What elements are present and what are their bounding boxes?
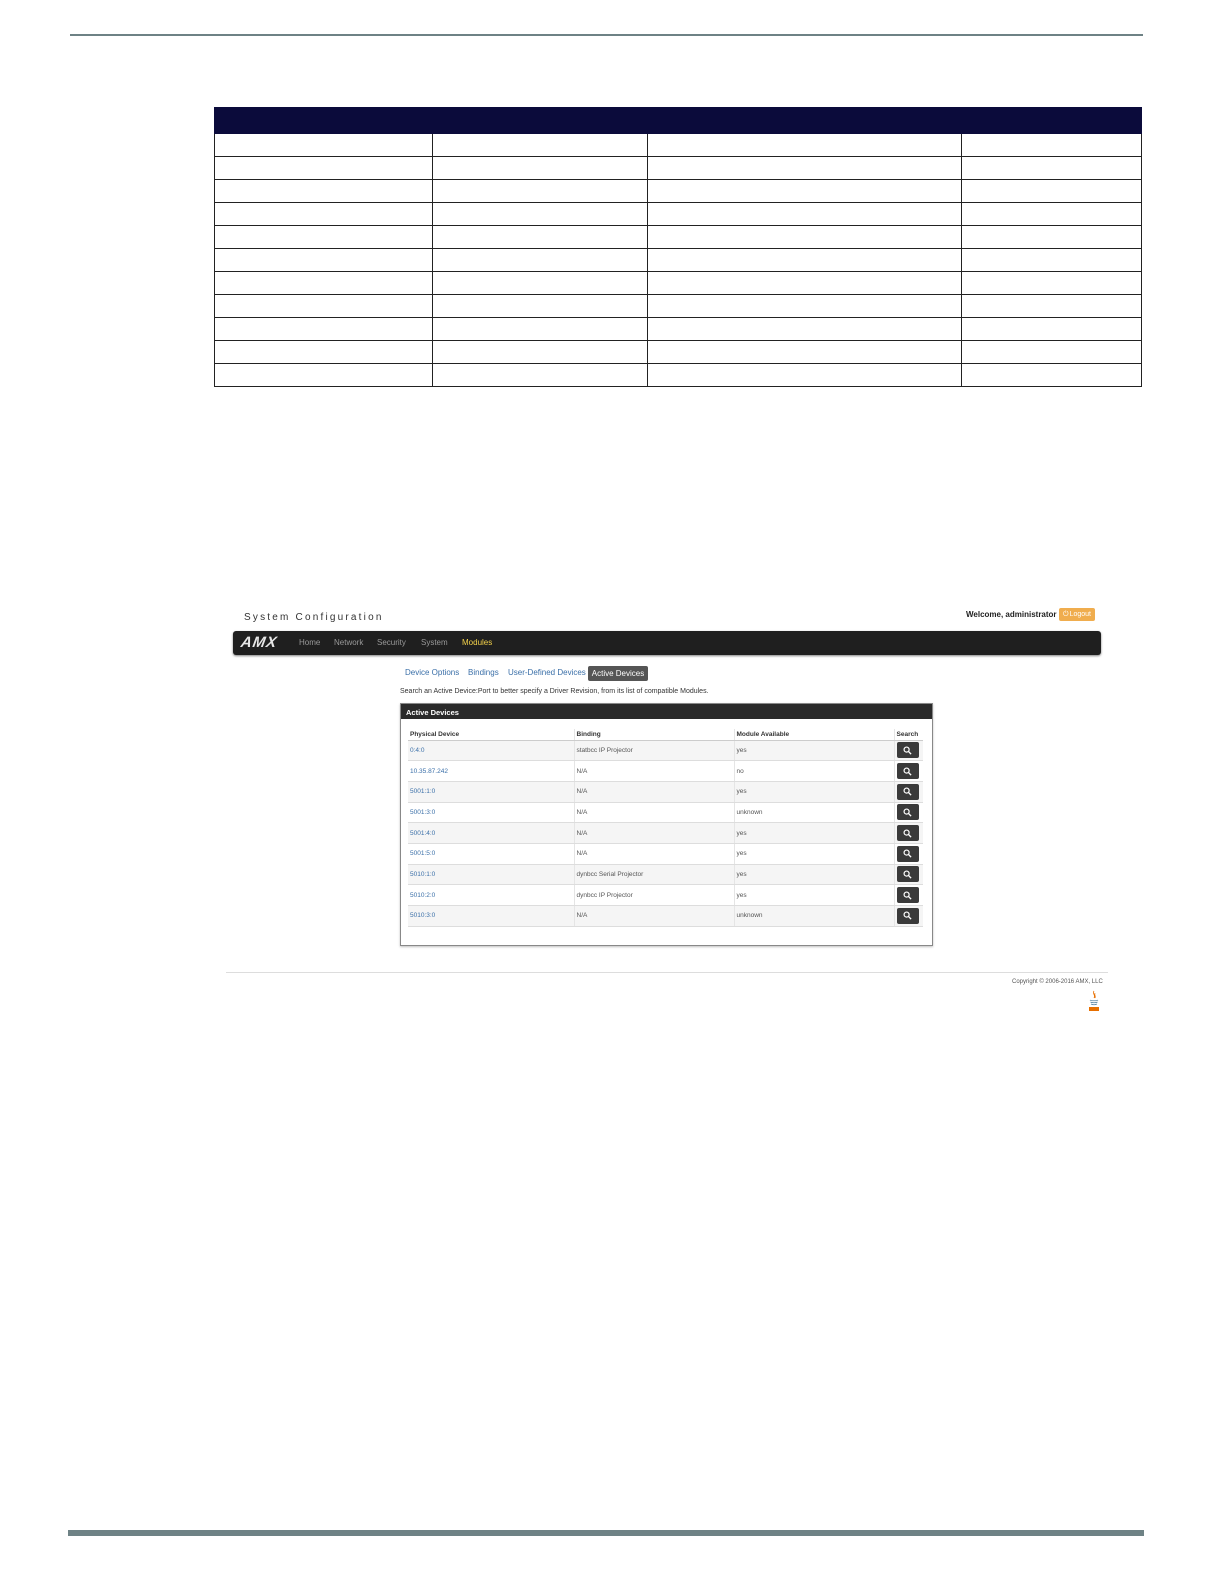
- binding-cell: N/A: [574, 781, 734, 802]
- table-row: [408, 885, 923, 906]
- doc-table-cell: [215, 295, 433, 318]
- doc-table: [214, 107, 1142, 387]
- physical-device-cell: [408, 740, 574, 761]
- doc-table-cell: [432, 180, 647, 203]
- physical-device-link[interactable]: 5001:5:0: [410, 850, 436, 858]
- nav-security[interactable]: Security: [377, 638, 406, 647]
- java-icon[interactable]: [1088, 990, 1100, 1012]
- module-available-cell: unknown: [734, 906, 894, 927]
- doc-table-row: [215, 134, 1142, 157]
- search-icon: [903, 746, 912, 755]
- search-cell: [894, 843, 923, 864]
- table-row: [408, 781, 923, 802]
- binding-cell: dynbcc Serial Projector: [574, 864, 734, 885]
- search-cell: [894, 823, 923, 844]
- doc-table-row: [215, 226, 1142, 249]
- doc-table-cell: [215, 157, 433, 180]
- table-row: [408, 761, 923, 782]
- module-available-cell: yes: [734, 781, 894, 802]
- doc-table-cell: [215, 249, 433, 272]
- doc-table-cell: [647, 272, 962, 295]
- binding-cell: N/A: [574, 843, 734, 864]
- search-icon: [903, 808, 912, 817]
- nav-system[interactable]: System: [421, 638, 448, 647]
- doc-table-row: [215, 249, 1142, 272]
- doc-table-cell: [962, 226, 1142, 249]
- doc-table-cell: [962, 318, 1142, 341]
- footer-rule: [226, 972, 1108, 973]
- doc-table-cell: [962, 249, 1142, 272]
- search-icon: [903, 891, 912, 900]
- binding-cell: N/A: [574, 802, 734, 823]
- physical-device-cell: [408, 885, 574, 906]
- tab-user-defined-devices[interactable]: User-Defined Devices: [508, 668, 586, 677]
- search-cell: [894, 740, 923, 761]
- search-cell: [894, 781, 923, 802]
- panel-title: Active Devices: [401, 704, 932, 719]
- doc-table-cell: [647, 249, 962, 272]
- module-available-cell: yes: [734, 864, 894, 885]
- doc-table-cell: [215, 272, 433, 295]
- doc-table-row: [215, 272, 1142, 295]
- search-cell: [894, 761, 923, 782]
- doc-table-cell: [647, 134, 962, 157]
- doc-table-row: [215, 341, 1142, 364]
- search-cell: [894, 864, 923, 885]
- doc-table-row: [215, 180, 1142, 203]
- doc-table-cell: [215, 318, 433, 341]
- doc-table-cell: [962, 364, 1142, 387]
- active-devices-panel: [400, 703, 933, 946]
- doc-table-cell: [215, 226, 433, 249]
- doc-table-cell: [432, 318, 647, 341]
- search-button[interactable]: [897, 742, 919, 758]
- physical-device-link[interactable]: 5010:3:0: [410, 912, 436, 920]
- module-available-cell: yes: [734, 843, 894, 864]
- doc-table-cell: [432, 226, 647, 249]
- tab-device-options[interactable]: Device Options: [405, 668, 460, 677]
- copyright: Copyright © 2006-2016 AMX, LLC: [1012, 979, 1103, 985]
- physical-device-link[interactable]: 5001:3:0: [410, 808, 436, 816]
- physical-device-cell: [408, 781, 574, 802]
- binding-cell: N/A: [574, 761, 734, 782]
- col-binding: Binding: [574, 729, 734, 740]
- doc-table-body: [215, 134, 1142, 387]
- doc-table-cell: [962, 203, 1142, 226]
- logout-button[interactable]: [1059, 608, 1095, 621]
- doc-table-row: [215, 295, 1142, 318]
- table-row: [408, 802, 923, 823]
- welcome-text: Welcome, administrator: [966, 610, 1057, 619]
- doc-table-cell: [215, 203, 433, 226]
- bottom-rule: [68, 1530, 1144, 1536]
- active-devices-table: [408, 729, 923, 927]
- table-row: [408, 823, 923, 844]
- binding-cell: dynbcc IP Projector: [574, 885, 734, 906]
- doc-table-row: [215, 203, 1142, 226]
- doc-table-cell: [962, 180, 1142, 203]
- doc-table-cell: [647, 180, 962, 203]
- doc-table-cell: [647, 157, 962, 180]
- search-button[interactable]: [897, 846, 919, 862]
- doc-table-cell: [215, 134, 433, 157]
- top-rule: [70, 34, 1143, 36]
- search-icon: [903, 849, 912, 858]
- doc-table-cell: [432, 249, 647, 272]
- search-icon: [903, 911, 912, 920]
- doc-table-row: [215, 157, 1142, 180]
- search-button[interactable]: [897, 804, 919, 820]
- search-icon: [903, 767, 912, 776]
- module-available-cell: yes: [734, 885, 894, 906]
- doc-table-cell: [432, 341, 647, 364]
- doc-table-cell: [647, 318, 962, 341]
- search-icon: [903, 787, 912, 796]
- search-button[interactable]: [897, 866, 919, 882]
- search-cell: [894, 802, 923, 823]
- search-icon: [903, 829, 912, 838]
- doc-table-cell: [432, 364, 647, 387]
- amx-logo[interactable]: AMX: [239, 634, 279, 651]
- physical-device-link[interactable]: 10.35.87.242: [410, 767, 448, 775]
- doc-table-cell: [432, 203, 647, 226]
- physical-device-link[interactable]: 5001:4:0: [410, 829, 436, 837]
- embedded-screenshot: [226, 600, 1108, 1020]
- search-button[interactable]: [897, 763, 919, 779]
- doc-table-cell: [647, 341, 962, 364]
- doc-table-cell: [432, 157, 647, 180]
- physical-device-link[interactable]: 0:4:0: [410, 746, 425, 754]
- doc-table-row: [215, 364, 1142, 387]
- page-title: System Configuration: [244, 612, 384, 623]
- physical-device-link[interactable]: 5010:2:0: [410, 891, 436, 899]
- doc-table-cell: [647, 226, 962, 249]
- binding-cell: N/A: [574, 906, 734, 927]
- physical-device-cell: [408, 843, 574, 864]
- physical-device-cell: [408, 761, 574, 782]
- nav-modules[interactable]: Modules: [462, 638, 493, 647]
- tab-bindings[interactable]: Bindings: [468, 668, 499, 677]
- module-available-cell: yes: [734, 740, 894, 761]
- doc-table-cell: [215, 180, 433, 203]
- doc-table-cell: [215, 364, 433, 387]
- nav-home[interactable]: Home: [299, 638, 321, 647]
- logout-icon: ⏻: [1063, 610, 1069, 618]
- help-text: Search an Active Device:Port to better specify a Driver Revision, from its list of compatible Modules.: [400, 688, 709, 695]
- physical-device-cell: [408, 802, 574, 823]
- navbar: [233, 631, 1101, 655]
- module-available-cell: unknown: [734, 802, 894, 823]
- doc-table-cell: [647, 203, 962, 226]
- table-row: [408, 843, 923, 864]
- doc-table-row: [215, 318, 1142, 341]
- module-available-cell: no: [734, 761, 894, 782]
- physical-device-cell: [408, 864, 574, 885]
- search-button[interactable]: [897, 908, 919, 924]
- table-row: [408, 740, 923, 761]
- logout-label: Logout: [1069, 611, 1091, 618]
- col-physical-device: Physical Device: [408, 729, 574, 740]
- col-module-available: Module Available: [734, 729, 894, 740]
- doc-table-cell: [962, 341, 1142, 364]
- search-button[interactable]: [897, 887, 919, 903]
- table-row: [408, 864, 923, 885]
- tab-active-devices[interactable]: Active Devices: [588, 666, 648, 681]
- doc-table-header: [215, 108, 1142, 134]
- module-available-cell: yes: [734, 823, 894, 844]
- nav-network[interactable]: Network: [334, 638, 364, 647]
- active-devices-body: [408, 740, 923, 926]
- doc-table-cell: [647, 364, 962, 387]
- doc-table-cell: [432, 272, 647, 295]
- doc-table-cell: [432, 134, 647, 157]
- search-cell: [894, 906, 923, 927]
- physical-device-link[interactable]: 5001:1:0: [410, 788, 436, 796]
- search-icon: [903, 870, 912, 879]
- doc-table-cell: [962, 272, 1142, 295]
- table-row: [408, 906, 923, 927]
- doc-table-cell: [432, 295, 647, 318]
- doc-table-cell: [962, 295, 1142, 318]
- doc-table-cell: [647, 295, 962, 318]
- col-search: Search: [894, 729, 923, 740]
- doc-table-cell: [962, 134, 1142, 157]
- search-button[interactable]: [897, 825, 919, 841]
- doc-table-cell: [215, 341, 433, 364]
- doc-table-cell: [962, 157, 1142, 180]
- physical-device-cell: [408, 906, 574, 927]
- search-cell: [894, 885, 923, 906]
- binding-cell: statbcc IP Projector: [574, 740, 734, 761]
- binding-cell: N/A: [574, 823, 734, 844]
- physical-device-link[interactable]: 5010:1:0: [410, 870, 436, 878]
- physical-device-cell: [408, 823, 574, 844]
- search-button[interactable]: [897, 784, 919, 800]
